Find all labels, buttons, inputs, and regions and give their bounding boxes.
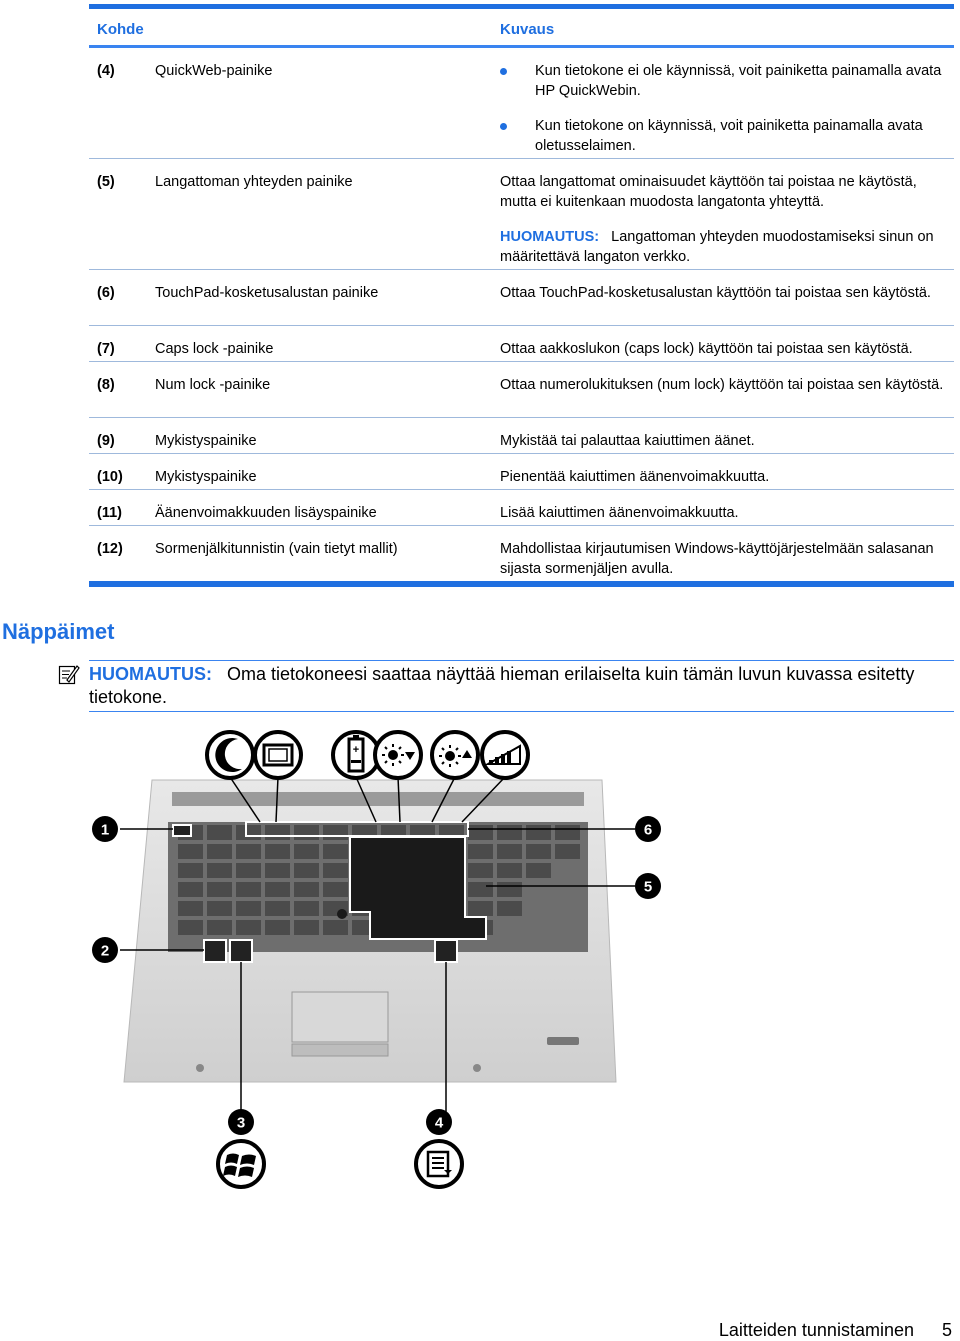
row-number: (11) — [97, 505, 122, 521]
keyboard-key — [294, 863, 319, 878]
row-name: Sormenjälkitunnistin (vain tietyt mallit) — [155, 541, 398, 557]
bullet-icon — [500, 68, 507, 75]
svg-text:2: 2 — [100, 942, 110, 960]
note-pencil-icon — [58, 663, 80, 685]
keyboard-key — [207, 844, 232, 859]
keyboard-key — [497, 901, 522, 916]
svg-text:6: 6 — [643, 821, 653, 839]
row-name: Caps lock -painike — [155, 341, 274, 357]
keyboard-key — [526, 844, 551, 859]
table-row — [89, 326, 954, 362]
table-row — [89, 159, 954, 270]
keyboard-key — [526, 825, 551, 840]
keyboard-key — [323, 920, 348, 935]
row-name: Mykistyspainike — [155, 469, 257, 485]
keyboard-key — [555, 844, 580, 859]
callout-2 — [92, 937, 118, 963]
keyboard-key — [265, 901, 290, 916]
keyboard-key — [236, 863, 261, 878]
touchpad-buttons — [292, 1044, 388, 1056]
numeric-keypad-highlight — [350, 837, 486, 939]
bullet-icon — [500, 123, 507, 130]
row-name: Mykistyspainike — [155, 433, 257, 449]
keyboard-key — [236, 825, 261, 840]
note-label: HUOMAUTUS: — [89, 664, 212, 684]
keyboard-key — [468, 863, 493, 878]
brightness-down-icon — [375, 732, 421, 778]
row-name: Num lock -painike — [155, 377, 271, 393]
keyboard-key — [178, 920, 203, 935]
keyboard-key — [323, 844, 348, 859]
row-number: (8) — [97, 377, 115, 393]
keyboard-key — [265, 920, 290, 935]
keyboard-key — [207, 920, 232, 935]
keyboard-key — [265, 825, 290, 840]
keyboard-key — [236, 920, 261, 935]
keyboard-key — [497, 844, 522, 859]
keyboard-key — [265, 844, 290, 859]
display-switch-icon — [255, 732, 301, 778]
header-description: Kuvaus — [500, 21, 555, 38]
note-label: HUOMAUTUS: — [500, 229, 600, 245]
row-bullet-text: Kun tietokone on käynnissä, voit painiketta painamalla avata oletusselaimen. — [535, 118, 923, 154]
row-number: (10) — [97, 469, 123, 485]
note-text: Langattoman yhteyden muodostamiseksi sinun on määritettävä langaton verkko. — [500, 229, 934, 265]
keyboard-key — [265, 882, 290, 897]
keyboard-key — [265, 863, 290, 878]
keyboard-key — [294, 825, 319, 840]
battery-icon — [333, 732, 379, 778]
keyboard-key — [236, 844, 261, 859]
application-menu-icon — [416, 1141, 462, 1187]
row-number: (12) — [97, 541, 123, 557]
keys-table — [89, 4, 954, 587]
callout-4 — [426, 1109, 452, 1135]
keyboard-key — [178, 901, 203, 916]
keyboard-key — [497, 825, 522, 840]
row-description: Ottaa numerolukituksen (num lock) käyttöön tai poistaa sen käytöstä. — [500, 377, 944, 393]
table-row — [89, 490, 954, 526]
keyboard-key — [178, 882, 203, 897]
row-description: Pienentää kaiuttimen äänenvoimakkuutta. — [500, 469, 770, 485]
table-row — [89, 526, 954, 581]
led-indicator — [196, 1064, 204, 1072]
keyboard-figure — [80, 722, 670, 1192]
svg-text:1: 1 — [100, 821, 110, 839]
windows-key-highlight — [230, 940, 252, 962]
keyboard-key — [468, 825, 493, 840]
row-name: Langattoman yhteyden painike — [155, 174, 353, 190]
keyboard-key — [468, 901, 493, 916]
keyboard-key — [294, 844, 319, 859]
row-number: (7) — [97, 341, 115, 357]
table-header — [89, 9, 954, 48]
windows-logo-icon — [218, 1141, 264, 1187]
callout-1 — [92, 816, 118, 842]
keyboard-key — [497, 882, 522, 897]
callout-6 — [635, 816, 661, 842]
note-box — [89, 660, 954, 712]
keyboard-key — [294, 901, 319, 916]
callout-3 — [228, 1109, 254, 1135]
page-number: 5 — [941, 1320, 952, 1340]
keyboard-key — [207, 825, 232, 840]
section-title: Näppäimet — [2, 619, 115, 644]
table-row — [89, 454, 954, 490]
fingerprint-reader — [547, 1037, 579, 1045]
volume-icon — [482, 732, 528, 778]
footer-section-name: Laitteiden tunnistaminen — [718, 1320, 914, 1340]
pointing-stick — [337, 909, 347, 919]
row-name: Äänenvoimakkuuden lisäyspainike — [155, 505, 377, 521]
keyboard-key — [178, 844, 203, 859]
esc-key-highlight — [173, 825, 191, 836]
keyboard-key — [526, 863, 551, 878]
keyboard-key — [178, 863, 203, 878]
row-number: (6) — [97, 285, 115, 301]
row-description: Ottaa TouchPad-kosketusalustan käyttöön tai poistaa sen käytöstä. — [500, 285, 931, 301]
header-item: Kohde — [97, 21, 144, 38]
fn-key-highlight — [204, 940, 226, 962]
row-description: Mykistää tai palauttaa kaiuttimen äänet. — [500, 433, 755, 449]
keyboard-key — [236, 882, 261, 897]
row-number: (5) — [97, 174, 115, 190]
svg-text:3: 3 — [236, 1114, 246, 1132]
table-bottom-rule — [89, 581, 954, 587]
keyboard-key — [294, 920, 319, 935]
keyboard-key — [207, 882, 232, 897]
svg-text:4: 4 — [434, 1114, 444, 1132]
row-name: QuickWeb-painike — [155, 63, 273, 79]
row-description: Ottaa aakkoslukon (caps lock) käyttöön tai poistaa sen käytöstä. — [500, 341, 913, 357]
keyboard-key — [323, 825, 348, 840]
menu-key-highlight — [435, 940, 457, 962]
keyboard-key — [236, 901, 261, 916]
function-key-strip — [172, 792, 584, 806]
table-row — [89, 362, 954, 418]
table-row — [89, 418, 954, 454]
table-row — [89, 48, 954, 159]
touchpad — [292, 992, 388, 1042]
sleep-moon-icon — [207, 732, 253, 778]
row-bullet-text: Kun tietokone ei ole käynnissä, voit painiketta painamalla avata HP QuickWebin. — [535, 63, 942, 99]
keyboard-key — [323, 882, 348, 897]
table-row — [89, 270, 954, 326]
svg-text:5: 5 — [643, 878, 653, 896]
led-indicator — [473, 1064, 481, 1072]
keyboard-key — [497, 863, 522, 878]
callout-5 — [635, 873, 661, 899]
row-name: TouchPad-kosketusalustan painike — [155, 285, 379, 301]
page-footer — [719, 1320, 952, 1341]
keyboard-key — [207, 863, 232, 878]
keyboard-key — [294, 882, 319, 897]
row-number: (4) — [97, 63, 115, 79]
row-description: Lisää kaiuttimen äänenvoimakkuutta. — [500, 505, 739, 521]
brightness-up-icon — [432, 732, 478, 778]
keyboard-key — [323, 863, 348, 878]
note-text: Oma tietokoneesi saattaa näyttää hieman erilaiselta kuin tämän luvun kuvassa esitetty tietokone. — [89, 664, 915, 707]
row-number: (9) — [97, 433, 115, 449]
row-description: Ottaa langattomat ominaisuudet käyttöön tai poistaa ne käytöstä, mutta ei kuitenkaan muodosta langatonta yhteyttä. — [500, 174, 917, 210]
keyboard-key — [555, 825, 580, 840]
keyboard-key — [468, 882, 493, 897]
keyboard-key — [468, 844, 493, 859]
keyboard-key — [207, 901, 232, 916]
svg-text:+: + — [352, 744, 360, 756]
row-description: Mahdollistaa kirjautumisen Windows-käyttöjärjestelmään salasanan sijasta sormenjäljen avulla. — [500, 541, 934, 577]
row-note — [500, 227, 950, 267]
